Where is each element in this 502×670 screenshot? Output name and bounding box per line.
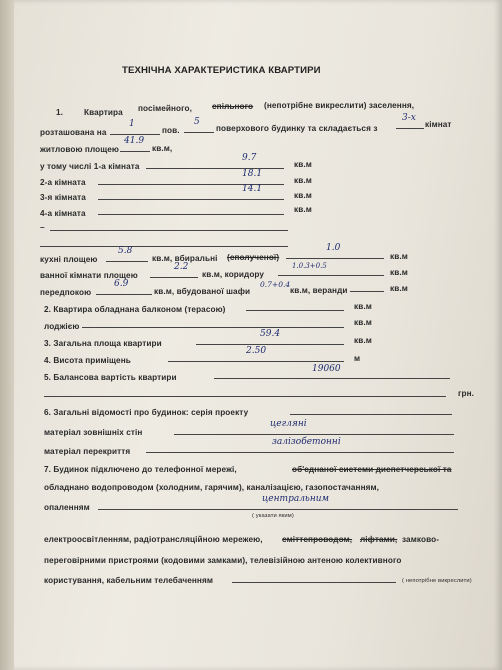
s1-number: 1.: [56, 108, 64, 117]
s1-floor-label: пов.: [162, 126, 180, 135]
hallway-value: 6.9: [114, 279, 129, 289]
s7-electric: електроосвітленням, радіотрансляційною мережею,: [44, 535, 263, 544]
kitchen-value: 5.8: [118, 246, 133, 256]
s7-cross-out-hint: ( непотрібне викреслити): [402, 578, 472, 584]
room1-label: у тому числі 1-а кімната: [40, 162, 140, 171]
s2-loggia: лоджією: [44, 322, 80, 331]
closet-label: кв.м, вбудованої шафи: [154, 287, 251, 296]
s1-living-label: житловою площею: [40, 145, 120, 154]
wc-value: 1.0: [326, 243, 341, 253]
s1-located: розташована на: [40, 128, 107, 137]
hallway-label: передпокою: [40, 288, 92, 297]
heating-label: опаленням: [44, 503, 90, 512]
s1-building: поверхового будинку та складається з: [216, 124, 378, 133]
blank-dash: –: [40, 223, 45, 232]
s7-garbage-struck: сміттєпроводом,: [282, 535, 353, 544]
veranda-unit: кв.м: [390, 284, 408, 293]
heating-hint: ( указати яким): [252, 513, 294, 519]
floor-value: 1: [129, 119, 135, 129]
room4-label: 4-а кімната: [40, 209, 86, 218]
total-area-value: 59.4: [260, 329, 281, 339]
height-value: 2.50: [246, 346, 267, 356]
room3-label: 3-я кімната: [40, 193, 86, 202]
document-title: ТЕХНІЧНА ХАРАКТЕРИСТИКА КВАРТИРИ: [122, 65, 321, 76]
bath-label: ванної кімнати площею: [40, 271, 138, 280]
s1-apartment: Квартира: [84, 108, 123, 117]
s7-cable: користування, кабельним телебаченням: [44, 576, 213, 585]
s4-height: 4. Висота приміщень: [44, 356, 131, 365]
room3-unit: кв.м: [294, 191, 312, 200]
s7-water: обладнано водопроводом (холодним, гарячим), каналізацією, газопостачанням,: [44, 483, 380, 492]
s7-elevators-struck: ліфтами,: [360, 535, 398, 544]
s2-unit: кв.м: [354, 302, 372, 311]
floors-label: матеріал перекриття: [44, 447, 131, 456]
walls-label: матеріал зовнішніх стін: [44, 428, 143, 437]
heating-value: центральним: [262, 494, 330, 504]
corridor-unit: кв.м: [390, 268, 408, 277]
s7-intercom: переговірними пристроями (кодовими замками), телевізійною антеною колективного: [44, 556, 402, 565]
room1-unit: кв.м: [294, 160, 312, 169]
balance-value: 19060: [312, 364, 341, 374]
room4-unit: кв.м: [294, 205, 312, 214]
s7-lock: замково-: [402, 535, 440, 544]
closet-value: 0.7+0.4: [260, 280, 291, 289]
s6-building-info: 6. Загальні відомості про будинок: серія проекту: [44, 408, 249, 417]
document-sheet: [14, 0, 502, 670]
walls-value: цегляні: [270, 419, 307, 429]
s2-balcony: 2. Квартира обладнана балконом (терасою): [44, 305, 226, 314]
s1-family: посімейного,: [138, 104, 193, 113]
s1-settlement: (непотрібне викреслити) заселення,: [264, 101, 415, 110]
corridor-label: кв.м, коридору: [202, 270, 265, 279]
room2-label: 2-а кімната: [40, 178, 86, 187]
currency-label: грн.: [458, 389, 475, 398]
room2-unit: кв.м: [294, 176, 312, 185]
kitchen-label: кухні площею: [40, 255, 98, 264]
s3-unit: кв.м: [354, 336, 372, 345]
s1-shared-struck: спільного: [212, 102, 254, 111]
room2-value: 18.1: [242, 169, 263, 179]
floors-material-value: залізобетонні: [272, 437, 341, 447]
combined-struck: (сполученої): [227, 253, 280, 262]
living-area-value: 41.9: [124, 136, 145, 146]
s1-sqm: кв.м,: [152, 144, 173, 153]
s1-rooms-label: кімнат: [425, 120, 452, 129]
closet-top-note: 1.0.3+0.5: [292, 262, 327, 270]
room3-value: 14.1: [242, 184, 263, 194]
bath-value: 2.2: [174, 262, 189, 272]
wc-label: кв.м, вбиральні: [152, 254, 218, 263]
room1-value: 9.7: [242, 153, 257, 163]
s3-total-area: 3. Загальна площа квартири: [44, 339, 162, 348]
floors-value: 5: [194, 117, 200, 127]
wc-unit: кв.м: [390, 252, 408, 261]
s4-unit: м: [354, 354, 361, 363]
page-fold: [0, 0, 14, 670]
s7-phone: 7. Будинок підключено до телефонної мережі,: [44, 465, 237, 474]
s7-dispatch-struck: об'єднаної системи диспетчерської та: [292, 465, 452, 474]
veranda-label: кв.м, веранди: [290, 286, 348, 295]
s2-loggia-unit: кв.м: [354, 318, 372, 327]
rooms-value: 3-х: [402, 113, 416, 123]
s5-value: 5. Балансова вартість квартири: [44, 373, 177, 382]
